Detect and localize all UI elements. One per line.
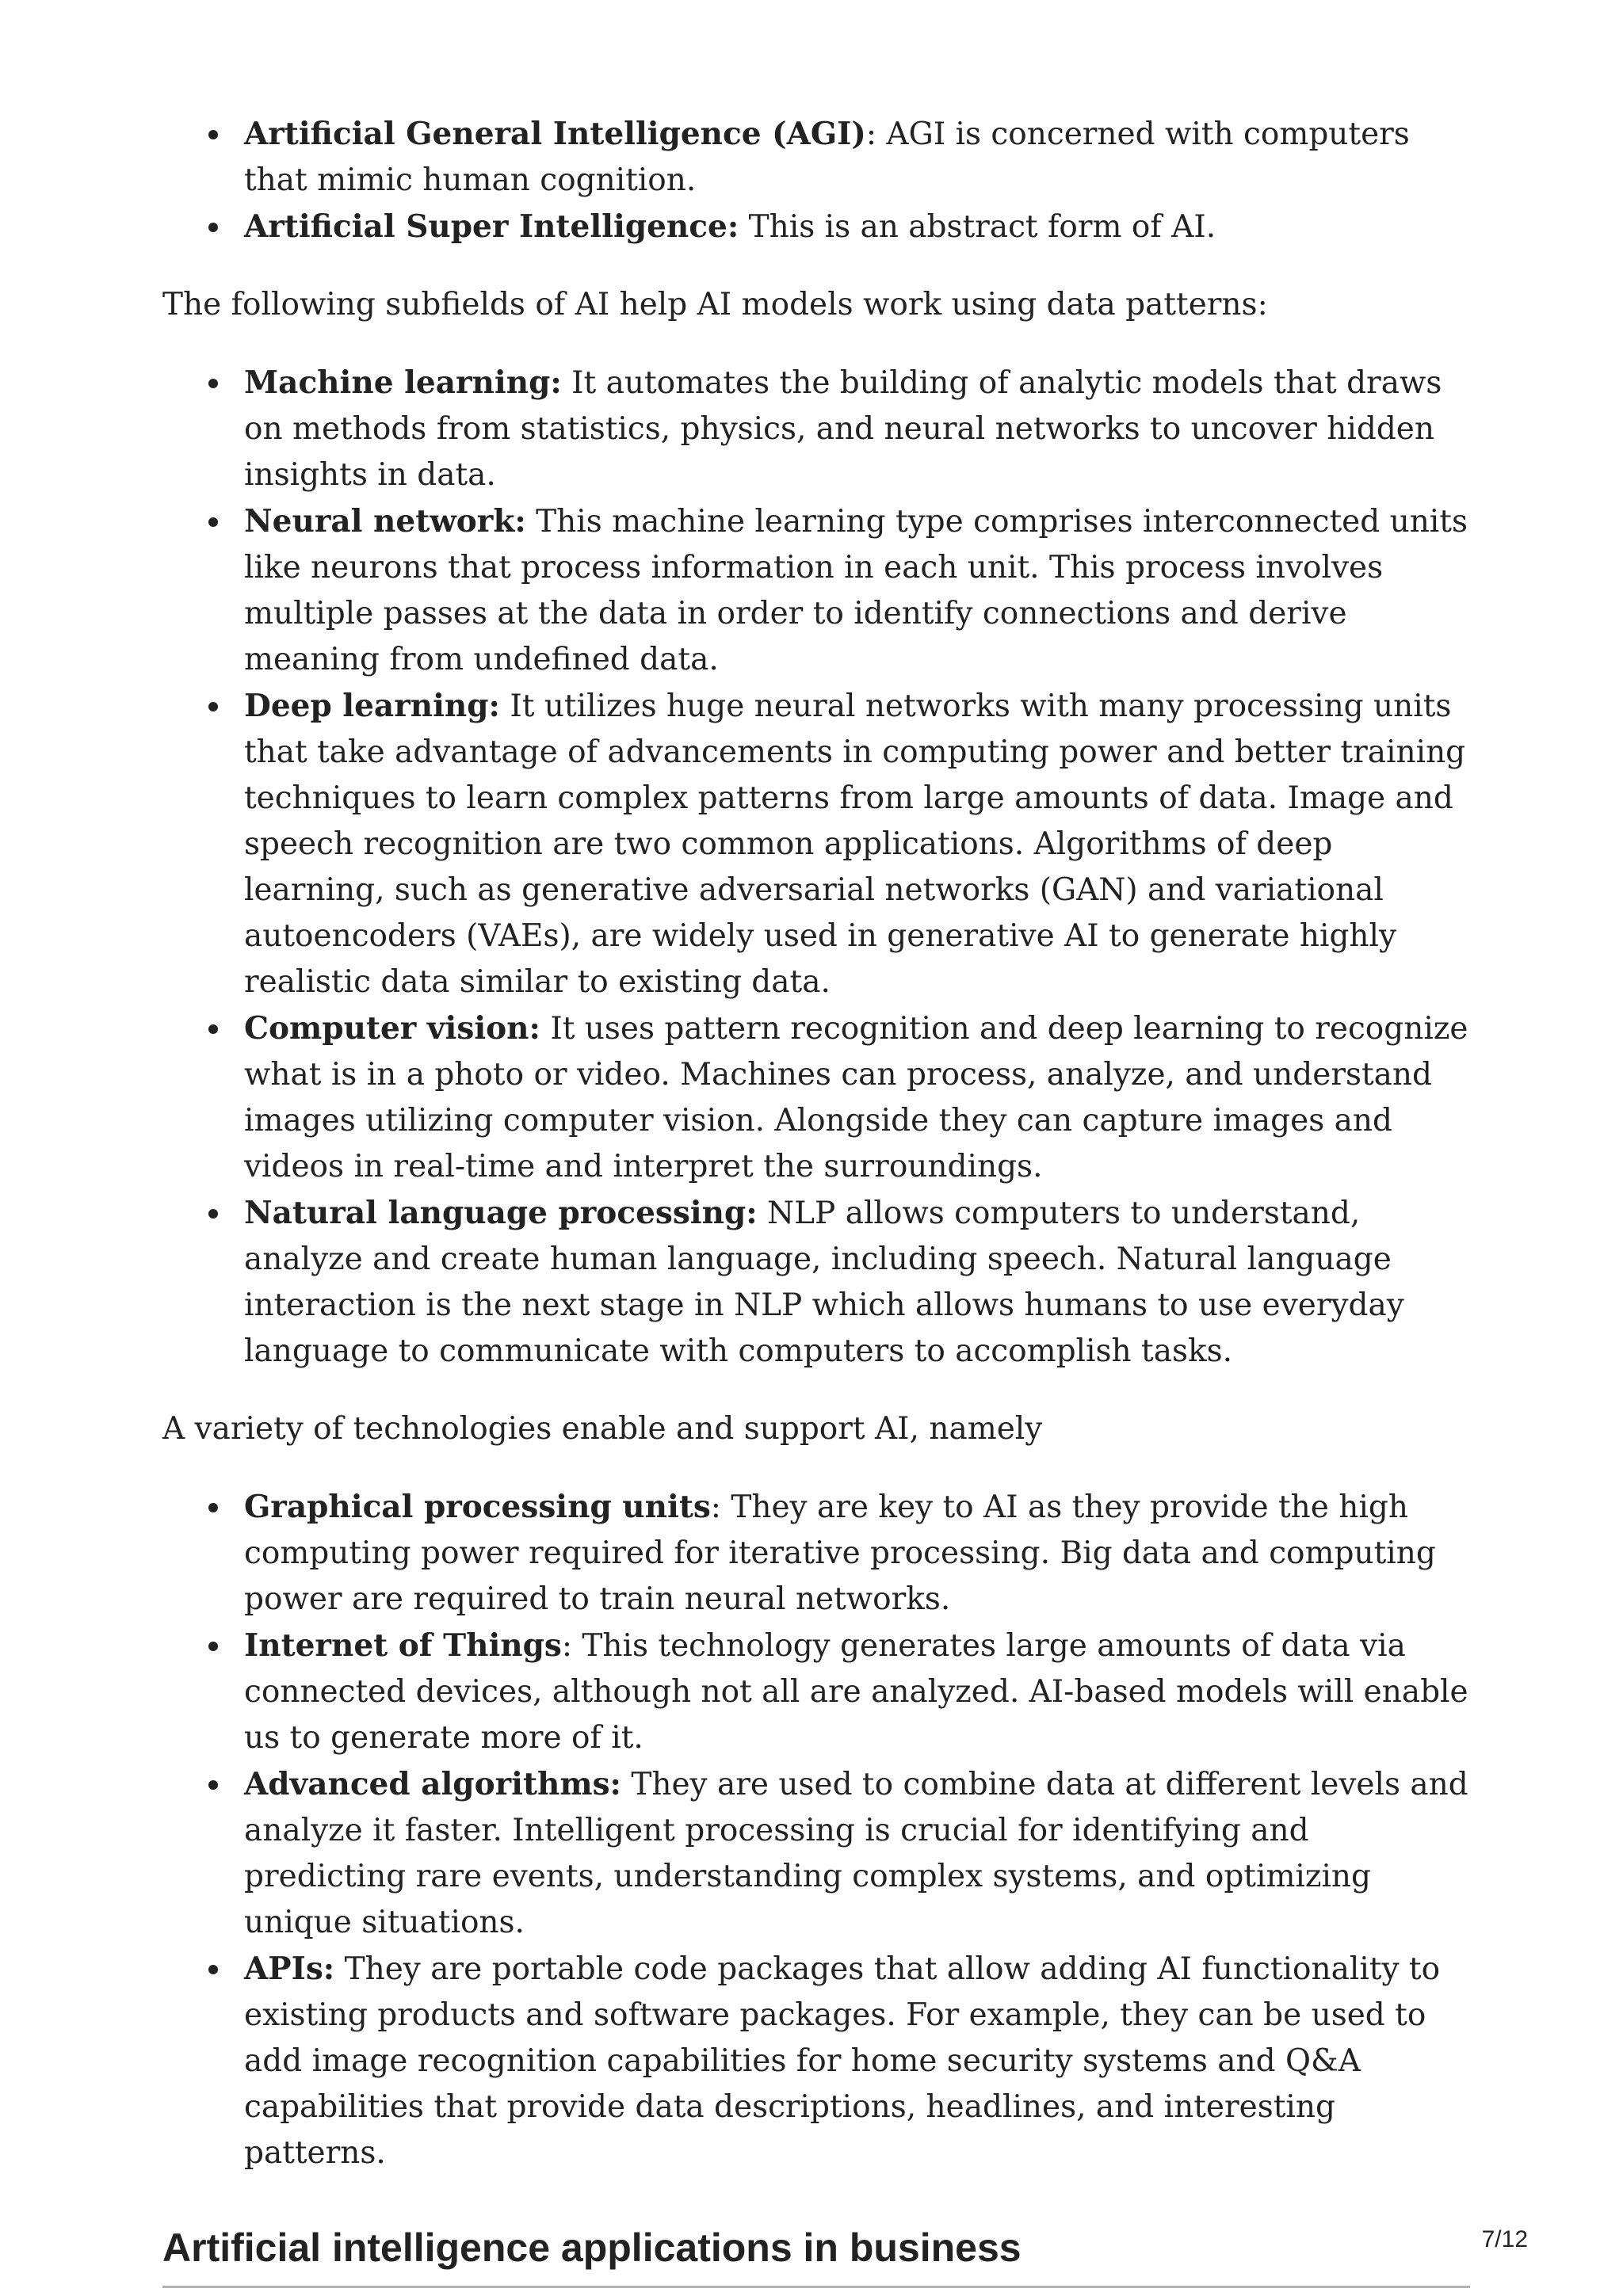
list-item-term: Deep learning: [244, 688, 500, 724]
list-item-text: : This technology generates large amounts of data via connected devices, although not all are analyzed. AI-based models will enable us to generate more of it. [244, 1628, 1468, 1756]
list-item [162, 1484, 1470, 1623]
list-item-text: NLP allows computers to understand, analyze and create human language, including speech. Natural language interaction is the next stage in NLP which allows humans to use everyday language to communicate with computers to accomplish tasks. [244, 1196, 1404, 1369]
list-item [162, 1190, 1470, 1375]
list-item-term: APIs: [244, 1951, 335, 1987]
list-item-text: It uses pattern recognition and deep learning to recognize what is in a photo or video. Machines can process, analyze, and understand images utilizing computer vision. Alongside they can capture images and videos in real-time and interpret the surroundings. [244, 1011, 1468, 1184]
document-page [162, 111, 1470, 2288]
list-item [162, 1623, 1470, 1761]
list-item-text: This machine learning type comprises interconnected units like neurons that process information in each unit. This process involves multiple passes at the data in order to identify connections and derive meaning from undefined data. [244, 504, 1468, 677]
list-item-text: It utilizes huge neural networks with many processing units that take advantage of advancements in computing power and better training techniques to learn complex patterns from large amounts of data. Image and speech recognition are two common applications. Algorithms of deep learning, such as generative adversarial networks (GAN) and variational autoencoders (VAEs), are widely used in generative AI to generate highly realistic data similar to existing data. [244, 688, 1466, 1000]
section-heading: Artificial intelligence applications in business [162, 2224, 1470, 2288]
list-item-term: Graphical processing units [244, 1489, 711, 1525]
list-item-term: Advanced algorithms: [244, 1766, 621, 1802]
list-item-text: It automates the building of analytic models that draws on methods from statistics, physics, and neural networks to uncover hidden insights in data. [244, 365, 1442, 493]
intelligence-types-list [162, 111, 1470, 250]
list-item-term: Artificial General Intelligence (AGI) [244, 116, 866, 152]
list-item [162, 1761, 1470, 1946]
list-item-term: Computer vision: [244, 1010, 540, 1047]
list-item-term: Machine learning: [244, 364, 562, 401]
list-item-text: : AGI is concerned with computers that mimic human cognition. [244, 116, 1410, 198]
page-number: 7/12 [1481, 2226, 1528, 2252]
list-item-text: This is an abstract form of AI. [739, 209, 1216, 245]
list-item [162, 111, 1470, 204]
list-item-term: Neural network: [244, 503, 526, 540]
list-item [162, 683, 1470, 1005]
list-item-term: Internet of Things [244, 1627, 562, 1664]
list-item-text: They are portable code packages that allow adding AI functionality to existing products and software packages. For example, they can be used to add image recognition capabilities for home security systems and Q&A capabilities that provide data descriptions, headlines, and interesting patterns. [244, 1951, 1441, 2171]
list-item-term: Artificial Super Intelligence: [244, 208, 739, 245]
list-item-text: : They are key to AI as they provide the high computing power required for iterative processing. Big data and computing power are required to train neural networks. [244, 1489, 1436, 1617]
technologies-intro-paragraph: A variety of technologies enable and support AI, namely [162, 1411, 1043, 1447]
subfields-intro-paragraph: The following subfields of AI help AI models work using data patterns: [162, 287, 1268, 322]
list-item-term: Natural language processing: [244, 1195, 758, 1231]
list-item [162, 204, 1470, 250]
list-item-text: They are used to combine data at different levels and analyze it faster. Intelligent processing is crucial for identifying and predicting rare events, understanding complex systems, and optimizing unique situations. [244, 1767, 1468, 1940]
technologies-list [162, 1484, 1470, 2176]
list-item [162, 360, 1470, 498]
subfields-list [162, 360, 1470, 1375]
list-item [162, 498, 1470, 683]
list-item [162, 1005, 1470, 1190]
list-item [162, 1946, 1470, 2176]
